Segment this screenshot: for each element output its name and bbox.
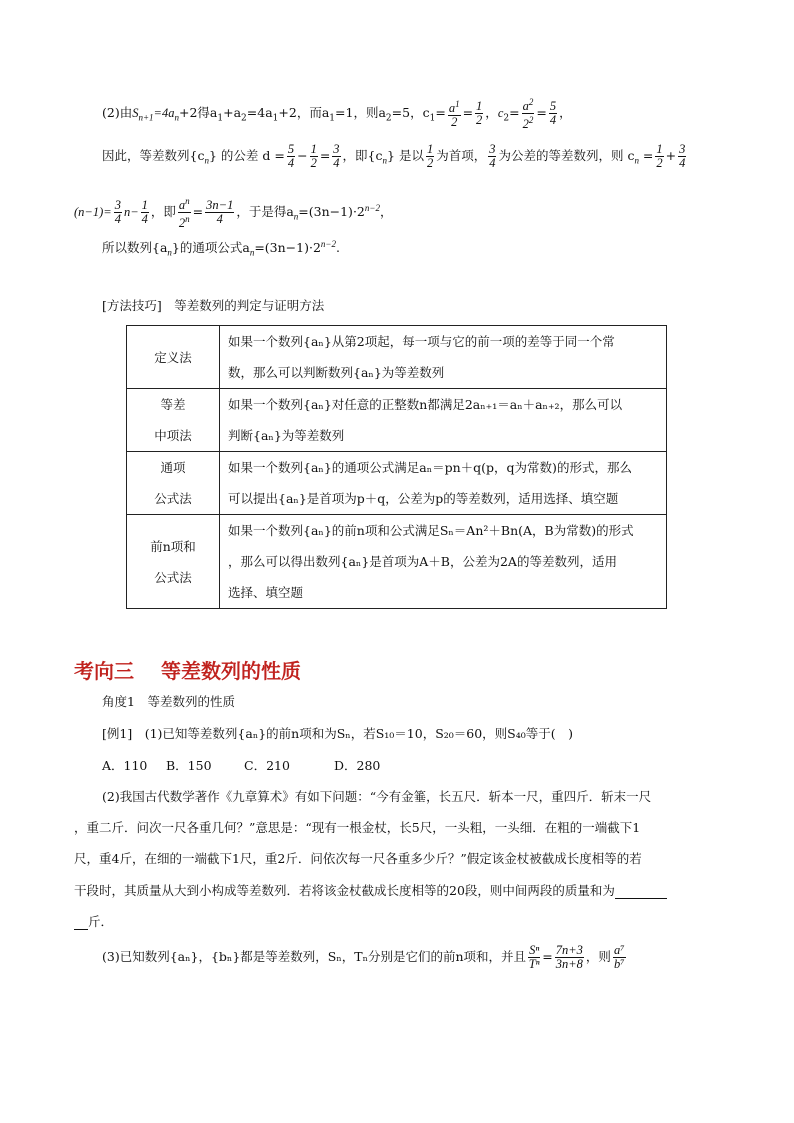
solution-line-3: (n−1)= $\frac{3}{4}$ n− $\frac{1}{4}$ ，即 $\frac{a^n}{2^n}$ = $\frac{3n-1}{4}$ ，于是得$a_n=(3n-1)\cdot 2^{n-2}$， <box>74 196 393 231</box>
method-desc: 如果一个数列{aₙ}从第2项起，每一项与它的前一项的差等于同一个常 数，那么可以判断数列{aₙ}为等差数列 <box>220 326 667 389</box>
table-row <box>127 389 667 452</box>
method-table <box>126 325 667 609</box>
fraction: $\frac{a^1}{2}$ <box>448 99 460 130</box>
fraction: $\frac{7n+3}{3n+8}$ <box>555 943 583 971</box>
example-q2-line1: (2)我国古代数学著作《九章算术》有如下问题：“今有金箠，长五尺．斩本一尺，重四斤．斩末一尺 <box>102 789 652 804</box>
method-desc: 如果一个数列{aₙ}对任意的正整数n都满足2aₙ₊₁＝aₙ＋aₙ₊₂，那么可以 判断{aₙ}为等差数列 <box>220 389 667 452</box>
fraction: $\frac{a^2}{2^2}$ <box>522 97 534 132</box>
section-title: 考向三 等差数列的性质 <box>74 659 301 683</box>
example-q2-line4: 干段时，其质量从大到小构成等差数列．若将该金杖截成长度相等的20段，则中间两段的质量和为 <box>74 881 667 899</box>
table-row <box>127 515 667 609</box>
example-q2-line3: 尺，重4斤，在细的一端截下1尺，重2斤．问依次每一尺各重多少斤？”假定该金杖被截成长度相等的若 <box>74 851 642 866</box>
fraction: $\frac{1}{2}$ <box>426 142 434 170</box>
example-q2-line5: 斤． <box>74 912 113 930</box>
solution-line-1: (2)由$S_{n+1}=4a_n+2$得$a_1+a_2=4a_1+2$，而$a_1=1$，则$a_2=5$，$c_1=$ $\frac{a^1}{2}$ = $\frac{1}{2}$ ，$c_2=$ $\frac{a^2}{2^2}$ = $\frac{5}{4}$ ， <box>102 97 572 132</box>
example-q3: (3)已知数列{aₙ}，{bₙ}都是等差数列，Sₙ，Tₙ分别是它们的前n项和，并且 $\frac{\text{Sⁿ}}{\text{Tⁿ}}$ = $\frac{7n+3}{3n+8}$ ，则 $\frac{\text{a⁷}}{\text{b⁷}}$ <box>102 943 625 971</box>
fraction: $\frac{5}{4}$ <box>287 142 295 170</box>
fraction: $\frac{3}{4}$ <box>333 142 340 170</box>
method-desc: 如果一个数列{aₙ}的前n项和公式满足Sₙ＝An²＋Bn(A，B为常数)的形式 ，那么可以得出数列{aₙ}是首项为A＋B，公差为2A的等差数列，适用 选择、填空题 <box>220 515 667 609</box>
fraction: $\frac{3n-1}{4}$ <box>206 198 234 227</box>
method-name: 通项 公式法 <box>127 452 220 515</box>
solution-line-4: 所以数列$\{a_n\}$的通项公式$a_n=(3n-1)\cdot 2^{n-2}$. <box>102 238 340 258</box>
fraction: $\frac{1}{2}$ <box>476 99 483 128</box>
fraction: $\frac{a^n}{2^n}$ <box>178 196 190 231</box>
fraction: $\frac{\text{a⁷}}{\text{b⁷}}$ <box>613 943 625 971</box>
solution-line-2: 因此，等差数列$\{c_n\}$ 的公差 d = $\frac{5}{4}$ − $\frac{1}{2}$ = $\frac{3}{4}$ ，即$\{c_n\}$ 是以 $\frac{1}{2}$ 为首项， $\frac{3}{4}$ 为公差的等差数列，则 $c_n$ = $\frac{1}{2}$ + $\frac{3}{4}$ <box>102 142 686 170</box>
method-name: 前n项和 公式法 <box>127 515 220 609</box>
fraction: $\frac{1}{2}$ <box>656 142 663 170</box>
fraction: $\frac{3}{4}$ <box>114 198 121 227</box>
choices <box>102 756 380 774</box>
method-name: 等差 中项法 <box>127 389 220 452</box>
fraction: $\frac{\text{Sⁿ}}{\text{Tⁿ}}$ <box>528 943 540 971</box>
example-q2-line2: ，重二斤．问次一尺各重几何？”意思是：“现有一根金杖，长5尺，一头粗，一头细．在粗的一端截下1 <box>74 820 641 835</box>
method-name: 定义法 <box>127 326 220 389</box>
method-desc: 如果一个数列{aₙ}的通项公式满足aₙ＝pn＋q(p，q为常数)的形式，那么 可以提出{aₙ}是首项为p＋q，公差为p的等差数列，适用选择、填空题 <box>220 452 667 515</box>
method-heading: [方法技巧] 等差数列的判定与证明方法 <box>102 298 325 313</box>
example-q1: [例1] (1)已知等差数列{aₙ}的前n项和为Sₙ，若S₁₀＝10，S₂₀＝60，则S₄₀等于( ) <box>102 726 574 741</box>
answer-blank-cont[interactable] <box>74 914 88 930</box>
choice-a: A．110 <box>102 758 148 773</box>
table-row <box>127 452 667 515</box>
choice-c: C．210 <box>244 758 290 773</box>
choice-b: B．150 <box>166 758 212 773</box>
choice-d: D．280 <box>334 758 381 773</box>
fraction: $\frac{5}{4}$ <box>549 99 557 128</box>
fraction: $\frac{1}{2}$ <box>310 142 317 170</box>
angle-heading: 角度1 等差数列的性质 <box>102 694 235 709</box>
answer-blank[interactable] <box>615 883 667 899</box>
fraction: $\frac{3}{4}$ <box>489 142 496 170</box>
table-row <box>127 326 667 389</box>
fraction: $\frac{3}{4}$ <box>679 142 686 170</box>
fraction: $\frac{1}{4}$ <box>141 198 148 227</box>
